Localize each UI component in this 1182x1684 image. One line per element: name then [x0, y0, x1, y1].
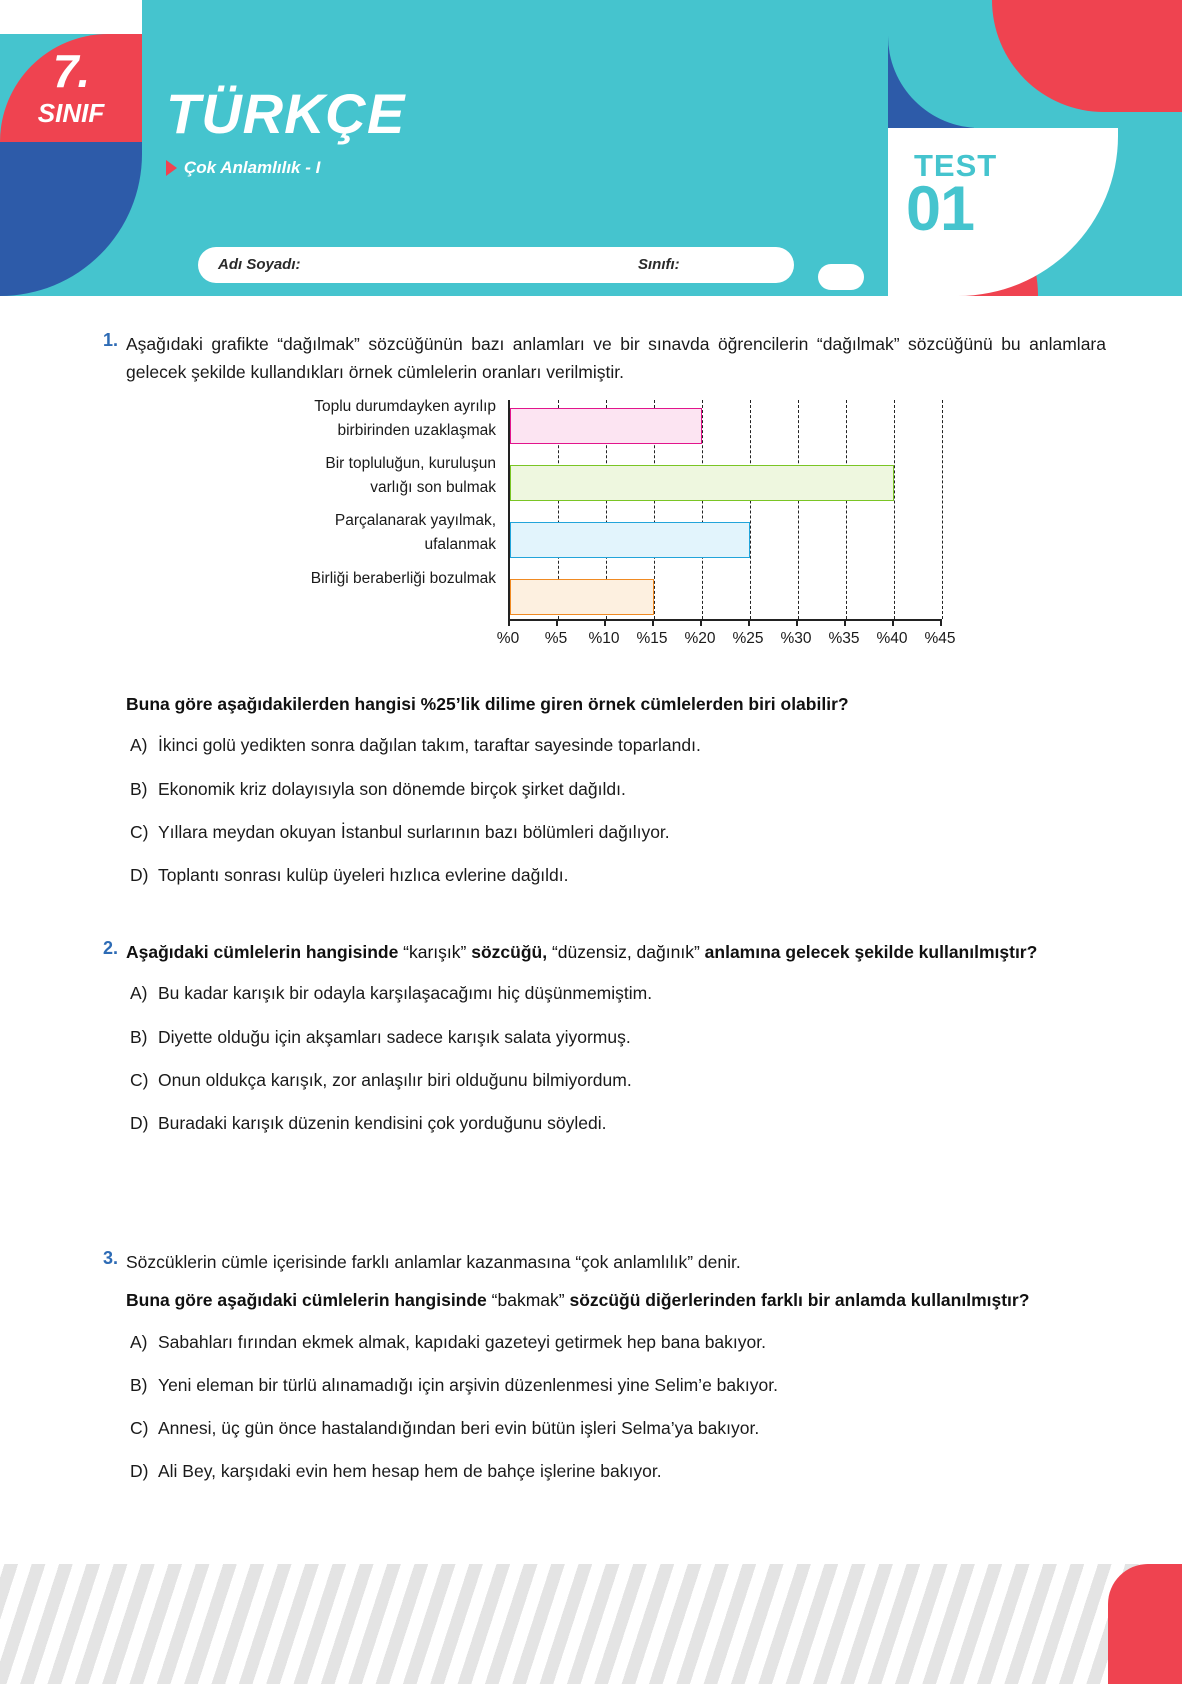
option-letter: B) [130, 1026, 148, 1047]
page-header [0, 0, 1182, 296]
question-3-stem: Sözcüklerin cümle içerisinde farklı anlamlar kazanmasına “çok anlamlılık” denir. [126, 1252, 741, 1272]
option-row[interactable] [126, 1415, 1106, 1441]
option-text: Bu kadar karışık bir odayla karşılaşacağımı hiç düşünmemiştim. [158, 983, 653, 1004]
chart-axis-tick [940, 619, 942, 626]
chart-category-labels [280, 394, 502, 619]
chart-cat-label-3a: Birliği beraberliği bozulmak [310, 570, 496, 587]
chart-axis-tick [700, 619, 702, 626]
header-white-pill-decoration [818, 264, 864, 290]
question-3-body [126, 1248, 1106, 1502]
grade-badge [0, 34, 142, 142]
option-text: Buradaki karışık düzenin kendisini çok yorduğunu söyledi. [158, 1113, 607, 1134]
chart-tick-label: %40 [876, 630, 908, 647]
chart-gridline [942, 400, 943, 619]
triangle-bullet-icon [166, 160, 177, 176]
question-1-prompt: Buna göre aşağıdakilerden hangisi %25’lik dilime giren örnek cümlelerden biri olabilir? [126, 694, 849, 714]
chart-axis-tick [556, 619, 558, 626]
option-text: Diyette olduğu için akşamları sadece karışık salata yiyormuş. [158, 1026, 631, 1047]
header-blue-shape-left [0, 142, 142, 296]
chart-plot-area [508, 400, 940, 619]
chart-gridline [846, 400, 847, 619]
question-2-body [126, 938, 1106, 1153]
header-red-shape-topright [992, 0, 1182, 112]
chart-gridline [798, 400, 799, 619]
bar-chart [280, 394, 980, 659]
option-row[interactable] [126, 980, 1106, 1006]
chart-tick-label: %5 [544, 630, 568, 647]
option-letter: D) [130, 1113, 149, 1134]
option-row[interactable] [126, 1372, 1106, 1398]
subject-title: TÜRKÇE [166, 82, 406, 145]
chart-tick-label: %45 [924, 630, 956, 647]
option-text: İkinci golü yedikten sonra dağılan takım, taraftar sayesinde toparlandı. [158, 735, 701, 756]
chart-gridline [750, 400, 751, 619]
test-label: TEST [914, 148, 998, 183]
chart-cat-label-0a: Toplu durumdayken ayrılıp [314, 398, 496, 415]
option-row[interactable] [126, 1024, 1106, 1050]
question-1-answer-section [126, 680, 1106, 905]
chart-axis-tick [844, 619, 846, 626]
option-text: Yıllara meydan okuyan İstanbul surlarının bazı bölümleri dağılıyor. [158, 821, 670, 842]
class-label: Sınıfı: [638, 256, 680, 273]
question-1-stem: Aşağıdaki grafikte “dağılmak” sözcüğünün bazı anlamları ve bir sınavda öğrencilerin “dağılmak” sözcüğünü bu anlamlara gelecek şekilde kullandıkları örnek cümlelerin oranları verilmiştir. [126, 334, 1106, 383]
option-text: Sabahları fırından ekmek almak, kapıdaki gazeteyi getirmek hep bana bakıyor. [158, 1331, 766, 1352]
option-text: Annesi, üç gün önce hastalandığından beri evin bütün işleri Selma’ya bakıyor. [158, 1418, 760, 1439]
option-row[interactable] [126, 1458, 1106, 1484]
chart-tick-label: %15 [636, 630, 668, 647]
option-text: Toplantı sonrası kulüp üyeleri hızlıca evlerine dağıldı. [158, 865, 569, 886]
chart-cat-label-1a: Bir topluluğun, kuruluşun [325, 455, 496, 472]
option-row[interactable] [126, 1110, 1106, 1136]
question-1-options [126, 732, 1106, 888]
option-letter: A) [130, 983, 148, 1004]
option-letter: B) [130, 1374, 148, 1395]
chart-tick-label: %30 [780, 630, 812, 647]
chart-cat-label-2a: Parçalanarak yayılmak, [334, 512, 496, 529]
option-row[interactable] [126, 732, 1106, 758]
chart-bar [510, 579, 654, 615]
question-1-number: 1. [102, 330, 118, 350]
option-row[interactable] [126, 1067, 1106, 1093]
question-3-options [126, 1329, 1106, 1485]
header-white-notch [0, 0, 142, 34]
option-text: Ekonomik kriz dolayısıyla son dönemde birçok şirket dağıldı. [158, 778, 626, 799]
chart-cat-label-2b: ufalanmak [424, 536, 496, 553]
option-row[interactable] [126, 862, 1106, 888]
question-3-prompt: Buna göre aşağıdaki cümlelerin hangisinde “bakmak” sözcüğü diğerlerinden farklı bir anlamda kullanılmıştır? [126, 1290, 1030, 1311]
chart-axis-tick [892, 619, 894, 626]
chart-gridline [894, 400, 895, 619]
option-text: Ali Bey, karşıdaki evin hem hesap hem de bahçe işlerine bakıyor. [158, 1461, 662, 1482]
name-label: Adı Soyadı: [218, 256, 301, 273]
chart-gridline [702, 400, 703, 619]
chart-bar [510, 408, 702, 444]
grade-number: 7. [52, 45, 90, 97]
option-letter: C) [130, 1069, 149, 1090]
subject-subtitle: Çok Anlamlılık - I [184, 158, 321, 177]
question-1-body [126, 330, 1106, 387]
option-text: Yeni eleman bir türlü alınamadığı için arşivin düzenlenmesi yine Selim’e bakıyor. [158, 1374, 778, 1395]
option-letter: B) [130, 778, 148, 799]
option-letter: D) [130, 1461, 149, 1482]
test-number: 01 [906, 174, 975, 244]
footer-stripe-pattern [0, 1564, 1182, 1684]
chart-tick-label: %35 [828, 630, 860, 647]
option-letter: A) [130, 1331, 148, 1352]
question-2-number: 2. [102, 938, 118, 958]
chart-x-axis-line [508, 619, 942, 621]
option-text: Onun oldukça karışık, zor anlaşılır biri olduğunu bilmiyordum. [158, 1069, 632, 1090]
option-letter: C) [130, 1418, 149, 1439]
option-letter: A) [130, 735, 148, 756]
chart-axis-tick [748, 619, 750, 626]
chart-tick-label: %25 [732, 630, 764, 647]
question-3-number: 3. [102, 1248, 118, 1268]
chart-cat-label-0b: birbirinden uzaklaşmak [337, 422, 496, 439]
option-row[interactable] [126, 1329, 1106, 1355]
option-row[interactable] [126, 776, 1106, 802]
question-2-prompt: Aşağıdaki cümlelerin hangisinde “karışık” sözcüğü, “düzensiz, dağınık” anlamına gelecek şekilde kullanılmıştır? [126, 942, 1038, 962]
chart-cat-label-1b: varlığı son bulmak [370, 479, 496, 496]
student-info-field[interactable] [198, 247, 794, 283]
chart-bar [510, 465, 894, 501]
chart-axis-tick [508, 619, 510, 626]
grade-word: SINIF [37, 98, 105, 128]
page-footer [0, 1564, 1182, 1684]
chart-axis-tick [604, 619, 606, 626]
chart-tick-label: %0 [496, 630, 520, 647]
chart-axis-tick [652, 619, 654, 626]
option-letter: D) [130, 865, 149, 886]
chart-axis-tick [796, 619, 798, 626]
question-2-options [126, 980, 1106, 1136]
footer-red-shape [1108, 1564, 1182, 1684]
chart-bar [510, 522, 750, 558]
option-letter: C) [130, 821, 149, 842]
chart-tick-label: %10 [588, 630, 620, 647]
chart-tick-label: %20 [684, 630, 716, 647]
option-row[interactable] [126, 819, 1106, 845]
